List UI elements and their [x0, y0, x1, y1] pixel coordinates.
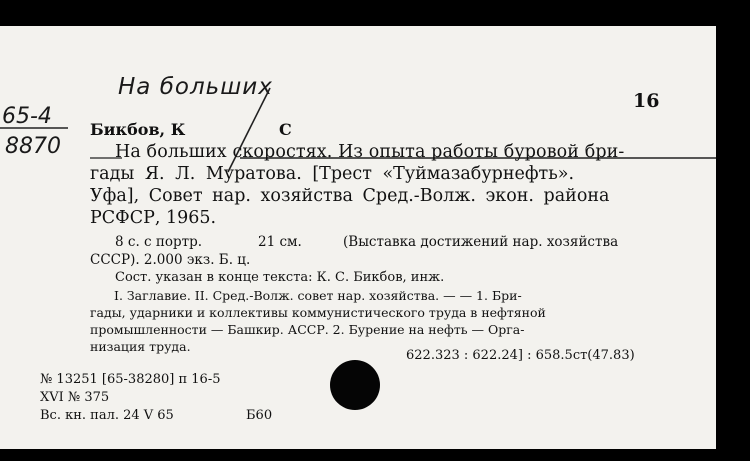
- ink-blot: [330, 360, 380, 410]
- title-line: РСФСР, 1965.: [90, 208, 217, 228]
- catalog-card: [0, 26, 716, 449]
- chamber-date: Вс. кн. пал. 24 V 65: [40, 408, 174, 423]
- size-note: 21 см.: [258, 234, 302, 250]
- handwritten-code-top: 65-4: [2, 104, 52, 129]
- registration-number: № 13251 [65-38280] п 16-5: [40, 372, 221, 387]
- compiler-note: Сост. указан в конце текста: К. С. Бикбов, инж.: [115, 270, 445, 285]
- series-note: (Выставка достижений нар. хозяйства: [343, 234, 619, 250]
- card-number: 16: [633, 90, 660, 112]
- print-code: Б60: [246, 408, 273, 423]
- handwritten-code-bottom: 8870: [5, 134, 61, 159]
- registration-series: XVI № 375: [40, 390, 110, 405]
- title-line: Уфа], Совет нар. хозяйства Сред.-Волж. экон. района: [90, 186, 610, 206]
- handwritten-title-note: На больших: [118, 74, 273, 100]
- title-line: гады Я. Л. Муратова. [Трест «Туймазабурнефть».: [90, 164, 575, 184]
- subject-line: низация труда.: [90, 339, 191, 354]
- pages-note: 8 с. с портр.: [115, 234, 203, 250]
- subject-line: I. Заглавие. II. Сред.-Волж. совет нар. хозяйства. — — 1. Бри-: [114, 288, 522, 303]
- title-line: На больших скоростях. Из опыта работы буровой бри-: [115, 142, 625, 162]
- subject-line: промышленности — Башкир. АССР. 2. Бурение на нефть — Орга-: [90, 322, 525, 337]
- subject-line: гады, ударники и коллективы коммунистического труда в нефтяной: [90, 305, 546, 320]
- heading-marker: С: [279, 120, 292, 139]
- classification-index: 622.323 : 622.24] : 658.5ст(47.83): [406, 348, 635, 363]
- author-heading: Бикбов, К: [90, 120, 186, 139]
- series-note-cont: СССР). 2.000 экз. Б. ц.: [90, 252, 251, 268]
